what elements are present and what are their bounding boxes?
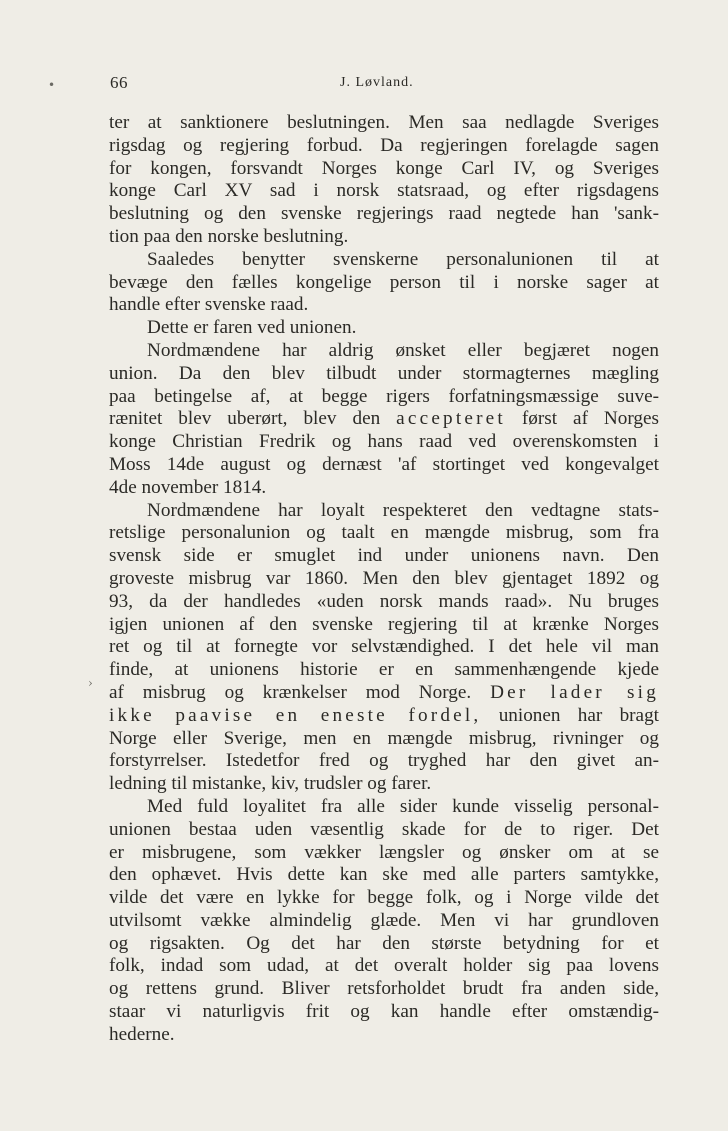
text-line — [109, 682, 659, 705]
margin-mark-mid: › — [88, 676, 93, 690]
text-line: beslutning og den svenske regjerings raad negtede han 'sank- — [109, 203, 659, 225]
text-line: konge Carl XV sad i norsk statsraad, og efter rigsdagens — [109, 180, 659, 202]
text-line: handle efter svenske raad. — [109, 294, 309, 316]
text-line: forstyrrelser. Istedetfor fred og tryghed har den givet an- — [109, 750, 659, 772]
text-line: staar vi naturligvis frit og kan handle efter omstændig- — [109, 1001, 659, 1023]
text-segment: først af Norges — [521, 408, 659, 430]
text-line: vilde det være en lykke for begge folk, og i Norge vilde det — [109, 887, 659, 909]
text-line: for kongen, forsvandt Norges konge Carl IV, og Sveriges — [109, 157, 659, 179]
text-line: den ophævet. Hvis dette kan ske med alle parters samtykke, — [109, 864, 659, 886]
text-line: paa betingelse af, at begge rigers forfatningsmæssige suve- — [109, 385, 659, 407]
text-line: finde, at unionens historie er en sammenhængende kjede — [109, 659, 659, 681]
text-line: tion paa den norske beslutning. — [109, 225, 349, 247]
text-line: Nordmændene har loyalt respekteret den vedtagne stats- — [147, 499, 659, 521]
text-line: Norge eller Sverige, men en mængde misbrug, rivninger og — [109, 727, 659, 749]
text-line: ret og til at fornegte vor selvstændighed. I det hele vil man — [109, 636, 659, 658]
text-line: Nordmændene har aldrig ønsket eller begjæret nogen — [147, 339, 659, 361]
text-line: Saaledes benytter svenskerne personalunionen til at — [147, 248, 659, 270]
text-line — [109, 408, 659, 431]
text-line: konge Christian Fredrik og hans raad ved overenskomsten i — [109, 431, 659, 453]
text-line: utvilsomt vække almindelig glæde. Men vi har grundloven — [109, 909, 659, 931]
spaced-word: accepteret — [396, 408, 506, 430]
text-line: groveste misbrug var 1860. Men den blev gjentaget 1892 og — [109, 567, 659, 589]
text-line: ter at sanktionere beslutningen. Men saa nedlagde Sveriges — [109, 112, 659, 133]
text-segment: rænitet blev uberørt, blev den — [109, 408, 381, 430]
text-line: 4de november 1814. — [109, 476, 267, 498]
spaced-phrase: ikke paavise en eneste fordel, — [109, 704, 482, 726]
text-line — [109, 705, 659, 728]
text-line: unionen bestaa uden væsentlig skade for de to riger. Det — [109, 818, 659, 840]
body-text — [109, 112, 659, 1047]
margin-mark-top: • — [48, 78, 56, 92]
running-head: J. Løvland. — [340, 75, 414, 90]
text-line: bevæge den fælles kongelige person til i norske sager at — [109, 271, 659, 293]
text-segment: unionen har bragt — [498, 704, 659, 726]
text-line: Moss 14de august og dernæst 'af stortinget ved kongevalget — [109, 453, 659, 475]
page-number: 66 — [110, 73, 128, 92]
text-line: folk, indad som udad, at det overalt holder sig paa lovens — [109, 955, 659, 977]
text-segment: af misbrug og krænkelser mod Norge. — [109, 681, 472, 703]
text-line: union. Da den blev tilbudt under stormagternes mægling — [109, 362, 659, 384]
page-header — [110, 73, 658, 97]
spaced-phrase: Der lader sig — [490, 681, 659, 703]
text-line: 93, da der handledes «uden norsk mands raad». Nu bruges — [109, 590, 659, 612]
text-line: og rettens grund. Bliver retsforholdet brudt fra anden side, — [109, 978, 659, 1000]
text-line: er misbrugene, som vækker længsler og ønsker om at se — [109, 841, 659, 863]
text-line: ledning til mistanke, kiv, trudsler og farer. — [109, 773, 432, 795]
text-line: hederne. — [109, 1023, 175, 1045]
text-line: og rigsakten. Og det har den største betydning for et — [109, 932, 659, 954]
text-line: svensk side er smuglet ind under unionens navn. Den — [109, 545, 659, 567]
text-line: retslige personalunion og taalt en mængde misbrug, som fra — [109, 522, 659, 544]
text-line: igjen unionen af den svenske regjering til at krænke Norges — [109, 613, 659, 635]
text-line: Dette er faren ved unionen. — [147, 317, 357, 339]
text-line: rigsdag og regjering forbud. Da regjeringen forelagde sagen — [109, 134, 659, 156]
text-line: Med fuld loyalitet fra alle sider kunde visselig personal- — [147, 795, 659, 817]
